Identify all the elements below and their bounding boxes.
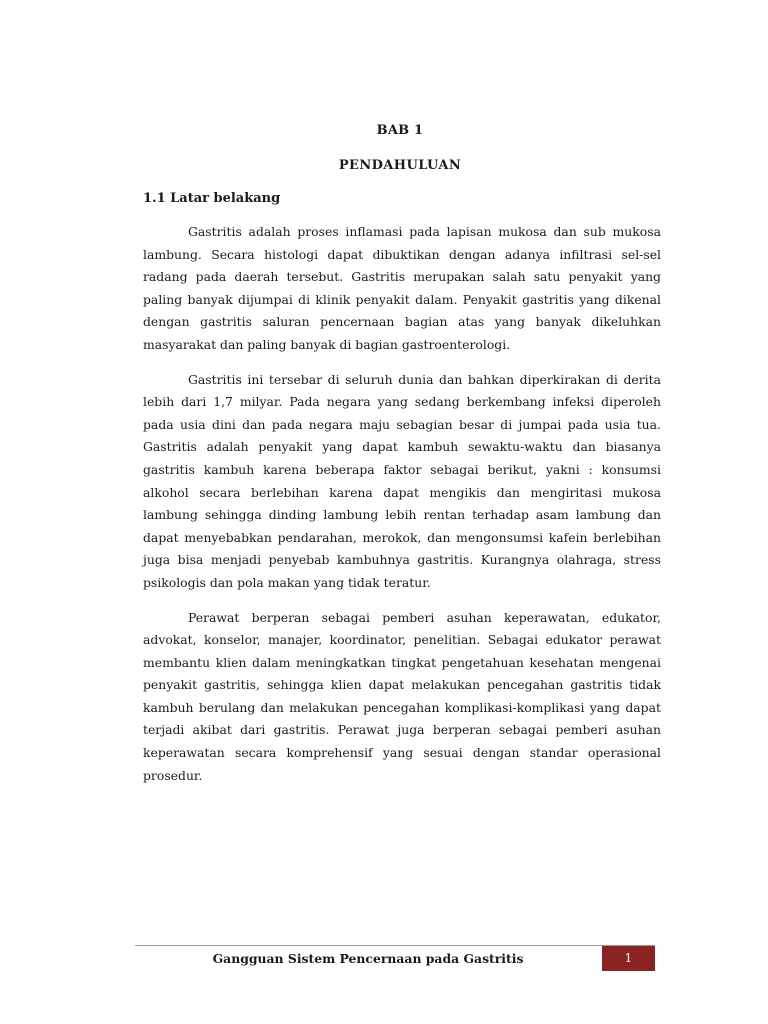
chapter-label: BAB 1	[376, 123, 424, 138]
footer-divider	[135, 945, 655, 946]
footer-title: Gangguan Sistem Pencernaan pada Gastritis	[212, 951, 524, 966]
page-number-badge: 1	[602, 946, 655, 971]
paragraph-1: Gastritis adalah proses inflamasi pada lapisan mukosa dan sub mukosa lambung. Secara histologi dapat dibuktikan dengan adanya infiltrasi sel-sel radang pada daerah tersebut. Gastritis merupakan salah satu penyakit yang paling banyak dijumpai di klinik penyakit dalam. Penyakit gastritis yang dikenal dengan gastritis saluran pencernaan bagian atas yang banyak dikeluhkan masyarakat dan paling banyak di bagian gastroenterologi.	[143, 224, 661, 352]
paragraph-3: Perawat berperan sebagai pemberi asuhan keperawatan, edukator, advokat, konselor, manajer, koordinator, penelitian. Sebagai edukator perawat membantu klien dalam meningkatkan tingkat pengetahuan kesehatan mengenai penyakit gastritis, sehingga klien dapat melakukan pencegahan gastritis tidak kambuh berulang dan melakukan pencegahan komplikasi-komplikasi yang dapat terjadi akibat dari gastritis. Perawat juga berperan sebagai pemberi asuhan keperawatan secara komprehensif yang sesuai dengan standar operasional prosedur.	[143, 609, 661, 783]
paragraph-2: Gastritis ini tersebar di seluruh dunia dan bahkan diperkirakan di derita lebih dari 1,7 milyar. Pada negara yang sedang berkembang infeksi diperoleh pada usia dini dan pada negara maju sebagian besar di jumpai pada usia tua. Gastritis adalah penyakit yang dapat kambuh sewaktu-waktu dan biasanya gastritis kambuh karena beberapa faktor sebagai berikut, yakni : konsumsi alkohol secara berlebihan karena dapat mengikis dan mengiritasi mukosa lambung sehingga dinding lambung lebih rentan terhadap asam lambung dan dapat menyebabkan pendarahan, merokok, dan mengonsumsi kafein berlebihan juga bisa menjadi penyebab kambuhnya gastritis. Kurangnya olahraga, stress psikologis dan pola makan yang tidak teratur.	[143, 371, 661, 590]
body-text	[143, 221, 661, 799]
section-heading: 1.1 Latar belakang	[143, 191, 281, 206]
chapter-title: PENDAHULUAN	[338, 158, 462, 173]
